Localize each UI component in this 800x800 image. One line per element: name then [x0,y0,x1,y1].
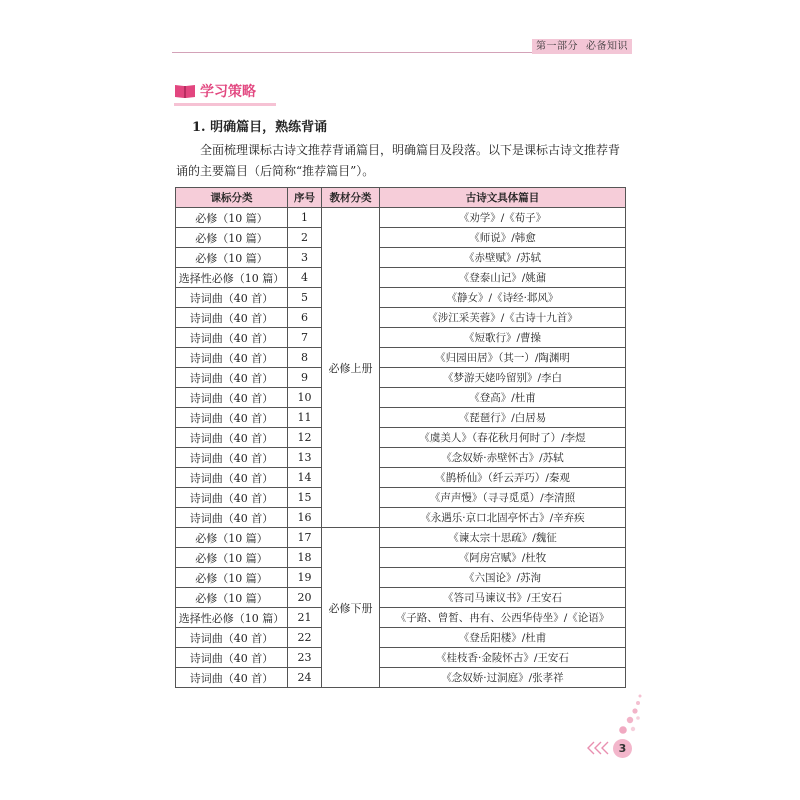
category-cell: 必修（10 篇） [176,588,288,608]
table-row [176,628,626,648]
category-cell: 诗词曲（40 首） [176,368,288,388]
number-cell: 2 [288,228,322,248]
category-cell: 必修（10 篇） [176,228,288,248]
table-row [176,328,626,348]
number-cell: 16 [288,508,322,528]
section-title [174,80,256,102]
header-textbook: 教材分类 [322,188,380,208]
number-cell: 7 [288,328,322,348]
page-number: 3 [613,739,632,758]
number-cell: 18 [288,548,322,568]
poem-table [175,187,626,688]
number-cell: 5 [288,288,322,308]
table-row [176,448,626,468]
book-icon [174,83,196,99]
poem-title-cell: 《涉江采芙蓉》/《古诗十九首》 [380,308,626,328]
table-body [176,208,626,688]
table-row [176,508,626,528]
poem-title-cell: 《琵琶行》/白居易 [380,408,626,428]
poem-title-cell: 《答司马谏议书》/王安石 [380,588,626,608]
section-underline [174,103,276,106]
table-row [176,468,626,488]
poem-title-cell: 《归园田居》（其一）/陶渊明 [380,348,626,368]
poem-title-cell: 《桂枝香·金陵怀古》/王安石 [380,648,626,668]
textbook-cell: 必修上册 [322,208,380,528]
poem-title-cell: 《谏太宗十思疏》/魏征 [380,528,626,548]
number-cell: 1 [288,208,322,228]
number-cell: 9 [288,368,322,388]
category-cell: 诗词曲（40 首） [176,428,288,448]
category-cell: 选择性必修（10 篇） [176,608,288,628]
poem-title-cell: 《短歌行》/曹操 [380,328,626,348]
poem-title-cell: 《登岳阳楼》/杜甫 [380,628,626,648]
table-row [176,668,626,688]
poem-title-cell: 《念奴娇·赤壁怀古》/苏轼 [380,448,626,468]
table-row [176,308,626,328]
number-cell: 17 [288,528,322,548]
number-cell: 4 [288,268,322,288]
intro-paragraph: 全面梳理课标古诗文推荐背诵篇目，明确篇目及段落。以下是课标古诗文推荐背诵的主要篇目（后简称“推荐篇目”）。 [176,143,621,178]
table-row [176,268,626,288]
category-cell: 诗词曲（40 首） [176,648,288,668]
poem-title-cell: 《登泰山记》/姚鼐 [380,268,626,288]
section-title-text: 学习策略 [200,84,256,100]
number-cell: 15 [288,488,322,508]
category-cell: 诗词曲（40 首） [176,488,288,508]
table-row [176,288,626,308]
category-cell: 必修（10 篇） [176,528,288,548]
category-cell: 必修（10 篇） [176,248,288,268]
header-number: 序号 [288,188,322,208]
category-cell: 选择性必修（10 篇） [176,268,288,288]
header-section: 必备知识 [586,41,628,52]
number-cell: 22 [288,628,322,648]
number-cell: 10 [288,388,322,408]
table-row [176,348,626,368]
number-cell: 23 [288,648,322,668]
poem-title-cell: 《阿房宫赋》/杜牧 [380,548,626,568]
table-row [176,548,626,568]
table-row [176,388,626,408]
number-cell: 8 [288,348,322,368]
poem-title-cell: 《六国论》/苏洵 [380,568,626,588]
category-cell: 诗词曲（40 首） [176,508,288,528]
table-row [176,228,626,248]
poem-title-cell: 《子路、曾皙、冉有、公西华侍坐》/《论语》 [380,608,626,628]
table-row [176,428,626,448]
poem-title-cell: 《师说》/韩愈 [380,228,626,248]
poem-title-cell: 《鹊桥仙》（纤云弄巧）/秦观 [380,468,626,488]
number-cell: 14 [288,468,322,488]
table-row [176,208,626,228]
poem-title-cell: 《赤壁赋》/苏轼 [380,248,626,268]
number-cell: 19 [288,568,322,588]
number-cell: 11 [288,408,322,428]
number-cell: 24 [288,668,322,688]
table-row [176,568,626,588]
table-row [176,528,626,548]
poem-title-cell: 《登高》/杜甫 [380,388,626,408]
dots-decoration [608,690,648,740]
table-row [176,408,626,428]
poem-title-cell: 《虞美人》（春花秋月何时了）/李煜 [380,428,626,448]
table-row [176,488,626,508]
category-cell: 诗词曲（40 首） [176,668,288,688]
category-cell: 诗词曲（40 首） [176,348,288,368]
category-cell: 必修（10 篇） [176,568,288,588]
category-cell: 诗词曲（40 首） [176,288,288,308]
textbook-cell: 必修下册 [322,528,380,688]
number-cell: 21 [288,608,322,628]
category-cell: 诗词曲（40 首） [176,308,288,328]
running-header [532,39,632,54]
category-cell: 必修（10 篇） [176,548,288,568]
number-cell: 12 [288,428,322,448]
poem-title-cell: 《声声慢》（寻寻觅觅）/李清照 [380,488,626,508]
poem-title-cell: 《劝学》/《荀子》 [380,208,626,228]
poem-title-cell: 《永遇乐·京口北固亭怀古》/辛弃疾 [380,508,626,528]
category-cell: 诗词曲（40 首） [176,468,288,488]
chevrons-icon [586,741,612,755]
category-cell: 诗词曲（40 首） [176,628,288,648]
table-row [176,248,626,268]
number-cell: 20 [288,588,322,608]
category-cell: 诗词曲（40 首） [176,328,288,348]
table-row [176,608,626,628]
poem-title-cell: 《静女》/《诗经·邶风》 [380,288,626,308]
table-row [176,588,626,608]
header-title: 古诗文具体篇目 [380,188,626,208]
header-category: 课标分类 [176,188,288,208]
table-row [176,648,626,668]
table-row [176,368,626,388]
poem-title-cell: 《梦游天姥吟留别》/李白 [380,368,626,388]
header-part: 第一部分 [536,41,578,52]
number-cell: 13 [288,448,322,468]
category-cell: 诗词曲（40 首） [176,388,288,408]
category-cell: 诗词曲（40 首） [176,408,288,428]
table-header-row [176,188,626,208]
number-cell: 3 [288,248,322,268]
subheading: 1. 明确篇目，熟练背诵 [192,120,328,135]
number-cell: 6 [288,308,322,328]
category-cell: 必修（10 篇） [176,208,288,228]
category-cell: 诗词曲（40 首） [176,448,288,468]
poem-title-cell: 《念奴娇·过洞庭》/张孝祥 [380,668,626,688]
